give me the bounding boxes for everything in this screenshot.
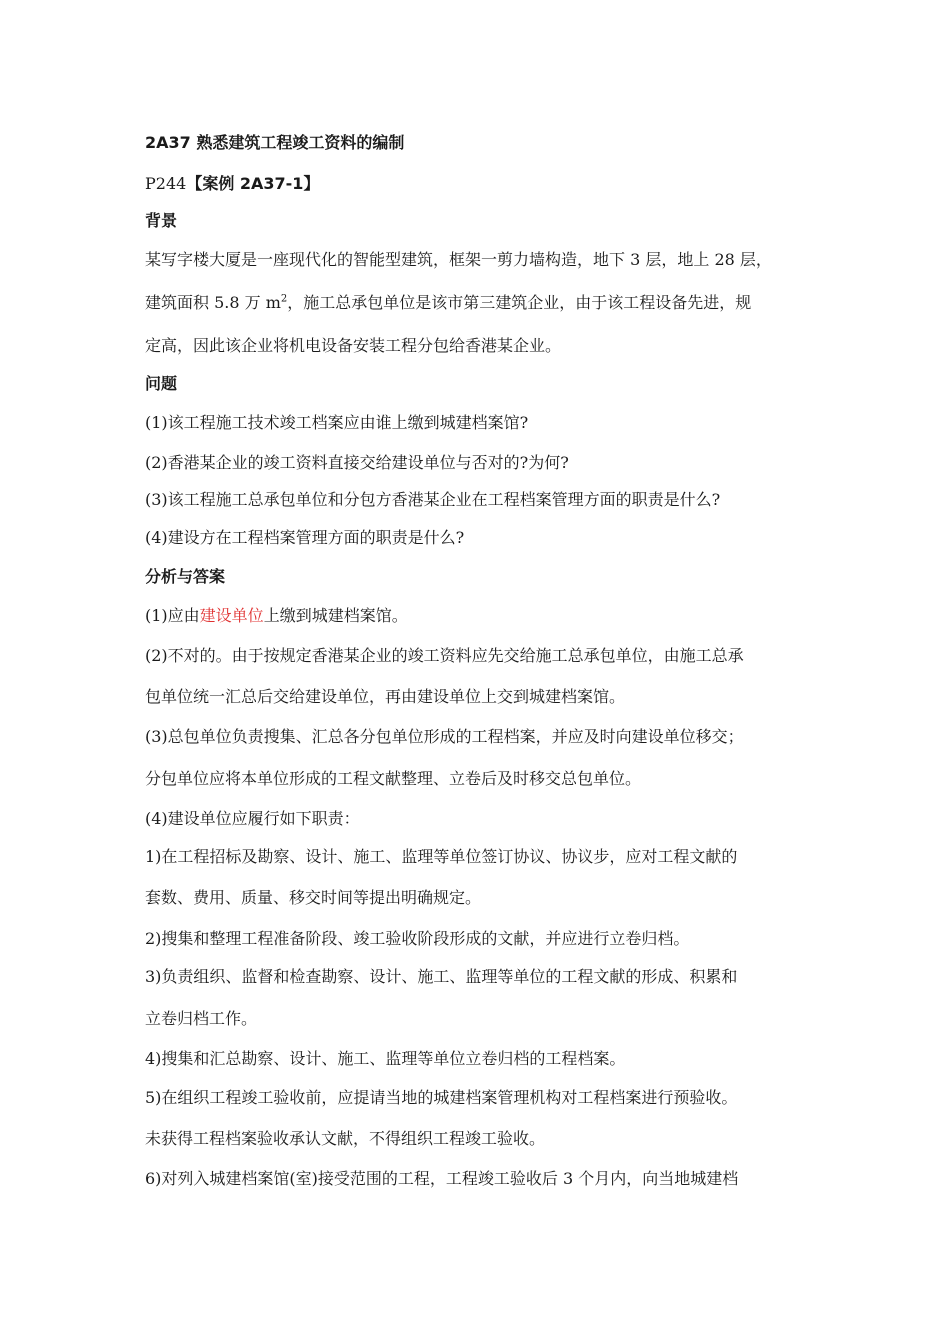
case-page-number: P244 bbox=[145, 174, 187, 193]
answer-1-highlight: 建设单位 bbox=[199, 606, 264, 625]
answer-line: 立卷归档工作。 bbox=[145, 1009, 258, 1028]
answer-line: 2)搜集和整理工程准备阶段、竣工验收阶段形成的文献，并应进行立卷归档。 bbox=[145, 929, 690, 948]
area-text: 建筑面积 5.8 万 m bbox=[145, 293, 281, 312]
answer-1-suffix: 上缴到城建档案馆。 bbox=[263, 606, 408, 625]
answer-line: (4)建设单位应履行如下职责： bbox=[145, 809, 360, 828]
background-line-3: 定高，因此该企业将机电设备安装工程分包给香港某企业。 bbox=[145, 336, 562, 355]
document-title: 2A37 熟悉建筑工程竣工资料的编制 bbox=[145, 133, 405, 152]
answer-line: 6)对列入城建档案馆(室)接受范围的工程，工程竣工验收后 3 个月内，向当地城建档 bbox=[145, 1169, 739, 1188]
background-line-1: 某写字楼大厦是一座现代化的智能型建筑，框架一剪力墙构造，地下 3 层，地上 28 层， bbox=[145, 250, 772, 269]
answer-line: 未获得工程档案验收承认文献，不得组织工程竣工验收。 bbox=[145, 1129, 546, 1148]
question-4: (4)建设方在工程档案管理方面的职责是什么? bbox=[145, 528, 465, 547]
question-2: (2)香港某企业的竣工资料直接交给建设单位与否对的?为何? bbox=[145, 453, 569, 472]
background-heading: 背景 bbox=[145, 211, 178, 230]
case-label: 【案例 2A37-1】 bbox=[186, 174, 320, 193]
questions-heading: 问题 bbox=[145, 374, 178, 393]
answer-line: 分包单位应将本单位形成的工程文献整理、立卷后及时移交总包单位。 bbox=[145, 769, 642, 788]
answers-heading: 分析与答案 bbox=[145, 567, 226, 586]
answer-line: 包单位统一汇总后交给建设单位，再由建设单位上交到城建档案馆。 bbox=[145, 687, 626, 706]
answer-line: 套数、费用、质量、移交时间等提出明确规定。 bbox=[145, 888, 482, 907]
answer-line: 1)在工程招标及勘察、设计、施工、监理等单位签订协议、协议步，应对工程文献的 bbox=[145, 847, 738, 866]
answer-line: 4)搜集和汇总勘察、设计、施工、监理等单位立卷归档的工程档案。 bbox=[145, 1049, 626, 1068]
area-superscript: 2 bbox=[280, 293, 288, 305]
answer-line: 5)在组织工程竣工验收前，应提请当地的城建档案管理机构对工程档案进行预验收。 bbox=[145, 1088, 738, 1107]
answer-line: 3)负责组织、监督和检查勘察、设计、施工、监理等单位的工程文献的形成、积累和 bbox=[145, 967, 738, 986]
answer-1 bbox=[145, 606, 408, 626]
question-1: (1)该工程施工技术竣工档案应由谁上缴到城建档案馆? bbox=[145, 413, 529, 432]
background-line-2 bbox=[145, 293, 751, 313]
background-line-2-rest: ，施工总承包单位是该市第三建筑企业，由于该工程设备先进，规 bbox=[287, 293, 752, 312]
question-3: (3)该工程施工总承包单位和分包方香港某企业在工程档案管理方面的职责是什么? bbox=[145, 490, 721, 509]
answer-line: (2)不对的。由于按规定香港某企业的竣工资料应先交给施工总承包单位，由施工总承 bbox=[145, 646, 744, 665]
answer-1-prefix: (1)应由 bbox=[145, 606, 200, 625]
case-reference bbox=[145, 174, 319, 194]
answer-line: (3)总包单位负责搜集、汇总各分包单位形成的工程档案，并应及时向建设单位移交； bbox=[145, 727, 744, 746]
